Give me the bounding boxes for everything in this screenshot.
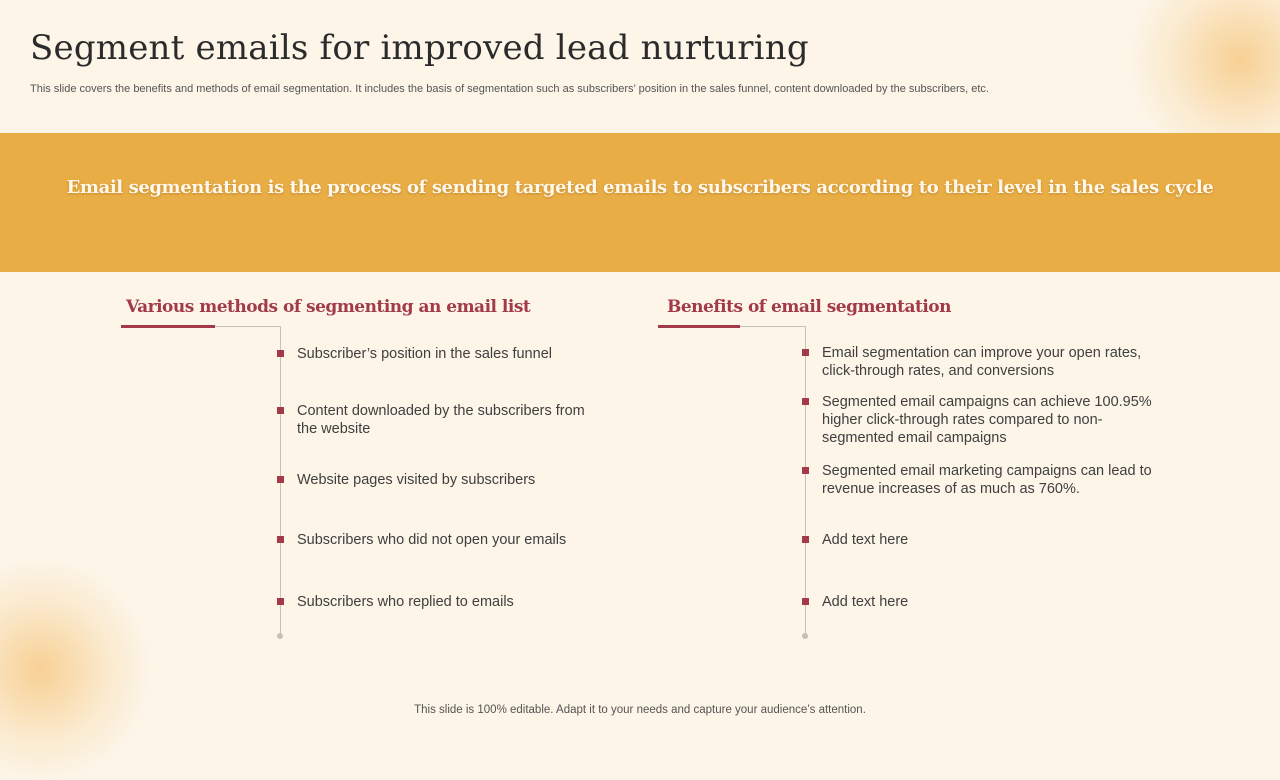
list-item-text: Segmented email campaigns can achieve 100.95% higher click-through rates compared to non-segmented email campaigns bbox=[822, 394, 1152, 446]
list-item-text: Subscribers who replied to emails bbox=[297, 594, 514, 610]
list-item-text: Content downloaded by the subscribers from the website bbox=[297, 403, 585, 437]
bullet-icon bbox=[277, 598, 284, 605]
benefits-heading-underline bbox=[658, 325, 740, 328]
banner-text: Email segmentation is the process of sending targeted emails to subscribers according to their level in the sales cycle bbox=[66, 177, 1214, 198]
bullet-icon bbox=[802, 598, 809, 605]
page-subtitle: This slide covers the benefits and methods of email segmentation. It includes the basis of segmentation such as subscribers’ position in the sales funnel, content downloaded by the subscribers, etc. bbox=[30, 83, 989, 95]
methods-timeline-end-dot bbox=[277, 633, 283, 639]
bullet-icon bbox=[277, 536, 284, 543]
bullet-icon bbox=[802, 536, 809, 543]
bullet-icon bbox=[277, 476, 284, 483]
list-item-text: Subscribers who did not open your emails bbox=[297, 532, 567, 548]
bullet-icon bbox=[277, 407, 284, 414]
list-item-text: Add text here bbox=[822, 532, 909, 548]
list-item-text: Email segmentation can improve your open rates, click-through rates, and conversions bbox=[822, 345, 1142, 379]
page-title: Segment emails for improved lead nurturing bbox=[30, 28, 809, 68]
bullet-icon bbox=[802, 349, 809, 356]
decorative-glow-bottom-left bbox=[0, 560, 150, 780]
benefits-heading: Benefits of email segmentation bbox=[667, 297, 952, 317]
list-item-text: Add text here bbox=[822, 594, 909, 610]
benefits-timeline-line bbox=[805, 326, 806, 636]
bullet-icon bbox=[277, 350, 284, 357]
list-item-text: Subscriber’s position in the sales funnel bbox=[297, 346, 552, 362]
list-item-text: Website pages visited by subscribers bbox=[297, 472, 536, 488]
definition-banner bbox=[0, 133, 1280, 272]
bullet-icon bbox=[802, 398, 809, 405]
methods-heading: Various methods of segmenting an email list bbox=[126, 297, 531, 317]
methods-heading-underline bbox=[121, 325, 215, 328]
benefits-timeline-end-dot bbox=[802, 633, 808, 639]
bullet-icon bbox=[802, 467, 809, 474]
list-item-text: Segmented email marketing campaigns can lead to revenue increases of as much as 760%. bbox=[822, 463, 1152, 497]
footer-note: This slide is 100% editable. Adapt it to your needs and capture your audience’s attention. bbox=[414, 704, 866, 716]
